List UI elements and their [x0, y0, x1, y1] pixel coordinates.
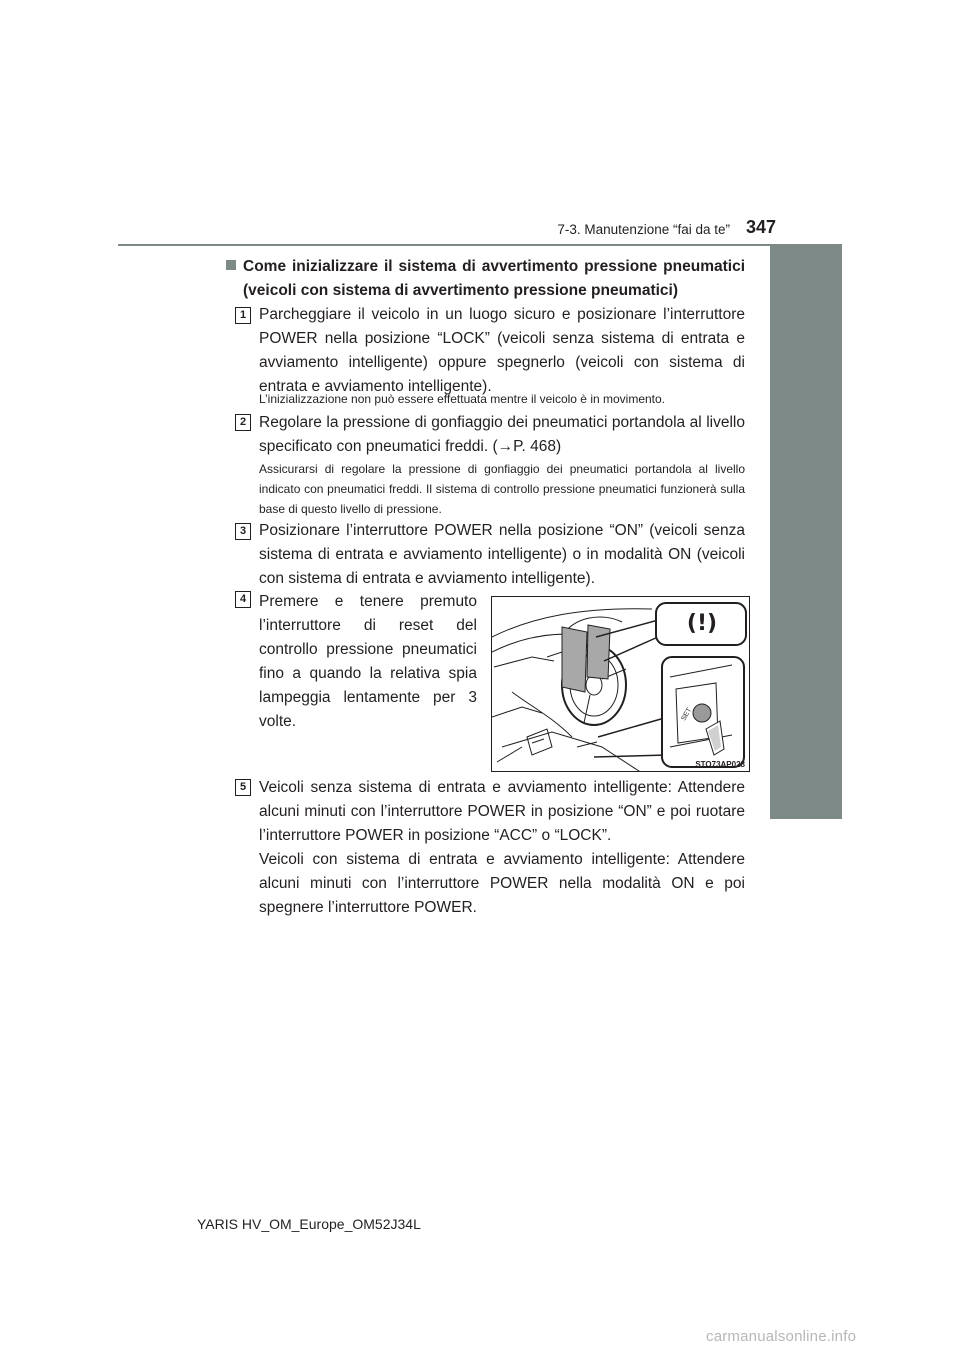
reset-switch-label: SET	[680, 706, 694, 723]
step-text-1: Parcheggiare il veicolo in un luogo sicuro e posizionare l’interruttore POWER nella posizione “LOCK” (veicoli senza sistema di entrata e avviamento intelligente) oppure spegnerlo (veicoli con sistema di entrata e avviamento intelligente).	[259, 306, 745, 395]
page-number: 347	[745, 217, 776, 237]
model-code: YARIS HV_OM_Europe_OM52J34L	[197, 1216, 421, 1232]
section-heading: Come inizializzare il sistema di avvertimento pressione pneumatici (veicoli con sistema di avvertimento pressione pneumatici)	[243, 258, 745, 299]
heading-bullet-icon	[226, 260, 236, 270]
step-number-1: 1	[235, 307, 251, 324]
chapter-side-tab	[770, 244, 842, 819]
header-rule	[118, 244, 842, 246]
chapter-title: Manutenzione e cura del veicolo	[798, 836, 814, 1024]
figure-code: STO73AP028	[695, 760, 745, 769]
step-note-1: L’inizializzazione non può essere effettuata mentre il veicolo è in movimento.	[259, 392, 666, 406]
watermark: carmanualsonline.info	[706, 1328, 857, 1345]
tire-pressure-warning-icon: (!)	[686, 611, 718, 636]
step-number-5: 5	[235, 779, 251, 796]
step-text-4: Premere e tenere premuto l’interruttore di reset del controllo pressione pneumatici fino a quando la relativa spia lampeggia lentamente per 3 volte.	[259, 593, 477, 730]
step-number-3: 3	[235, 523, 251, 540]
step-text-2: Regolare la pressione di gonfiaggio dei pneumatici portandola al livello specificato con pneumatici freddi. (→P. 468)	[259, 414, 745, 455]
tire-pressure-reset-illustration	[491, 596, 750, 772]
step-text-3: Posizionare l’interruttore POWER nella posizione “ON” (veicoli senza sistema di entrata e avviamento intelligente) o in modalità ON (veicoli con sistema di entrata e avviamento intelligente).	[259, 522, 745, 587]
step-number-2: 2	[235, 414, 251, 431]
section-title: 7-3. Manutenzione “fai da te”	[557, 222, 730, 237]
step-note-2: Assicurarsi di regolare la pressione di gonfiaggio dei pneumatici portandola al livello indicato con pneumatici freddi. Il sistema di controllo pressione pneumatici funzionerà sulla base di questo livello di pressione.	[259, 462, 745, 516]
step-text-5b: Veicoli con sistema di entrata e avviamento intelligente: Attendere alcuni minuti con l’interruttore POWER nella modalità ON e poi spegnere l’interruttore POWER.	[259, 851, 745, 916]
step-number-4: 4	[235, 591, 251, 608]
step-text-5: Veicoli senza sistema di entrata e avviamento intelligente: Attendere alcuni minuti con l’interruttore POWER in posizione “ON” e poi ruotare l’interruttore POWER in posizione “ACC” o “LOCK”.	[259, 779, 745, 844]
chapter-number: 7	[802, 822, 810, 837]
